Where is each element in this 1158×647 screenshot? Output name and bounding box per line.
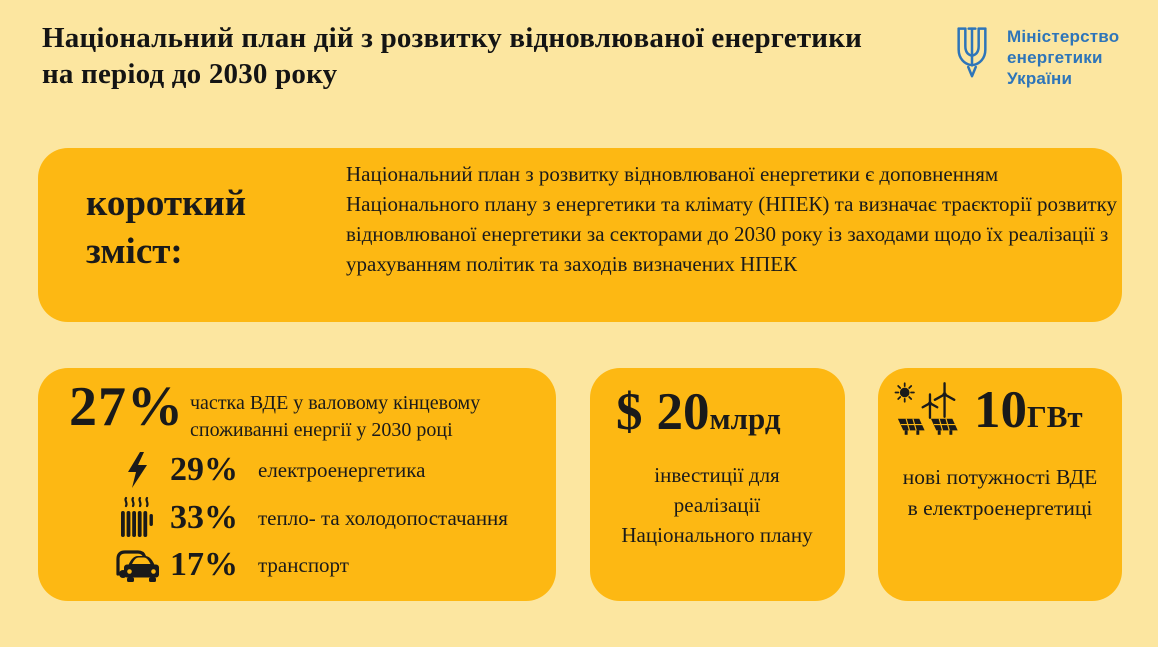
capacity-description: нові потужності ВДЕ в електроенергетиці: [902, 465, 1098, 520]
investment-unit: млрд: [709, 401, 781, 436]
ministry-logo: [952, 20, 1157, 89]
sector-label: електроенергетика: [258, 457, 426, 482]
capacity-unit: ГВт: [1027, 399, 1083, 434]
sector-value: 29%: [170, 451, 238, 488]
sector-label: транспорт: [258, 552, 349, 577]
res-share-value: 27%: [69, 376, 184, 438]
sector-row-electricity: [112, 448, 425, 492]
page-title: Національний план дій з розвитку відновлюваної енергетики на період до 2030 року: [42, 22, 863, 90]
investment-description: інвестиції для реалізації Національного плану: [621, 463, 813, 547]
ministry-name: Міністерство енергетики України: [1007, 27, 1120, 88]
dollar-sign: $: [616, 383, 643, 441]
summary-label: короткий зміст:: [86, 183, 247, 272]
res-share-description: частка ВДЕ у валовому кінцевому споживанні енергії у 2030 році: [190, 392, 481, 441]
radiator-icon: [112, 496, 162, 540]
sector-value: 33%: [170, 499, 238, 536]
investment-amount: 20: [656, 383, 710, 441]
res-share-card: [38, 368, 556, 601]
sector-value: 17%: [170, 546, 238, 583]
sector-label: тепло- та холодопостачання: [258, 505, 508, 530]
lightning-icon: [112, 451, 162, 489]
trident-icon: [952, 20, 992, 84]
capacity-value: [894, 380, 1083, 440]
investment-value: [616, 382, 781, 442]
renewables-icon: [894, 381, 964, 439]
investment-card: [590, 368, 845, 601]
sector-row-transport: [112, 543, 349, 587]
car-icon: [112, 547, 162, 583]
capacity-amount: 10: [974, 381, 1027, 439]
capacity-card: [878, 368, 1122, 601]
sector-row-heating: [112, 496, 508, 540]
summary-card: [38, 148, 1122, 322]
summary-text: Національний план з розвитку відновлюваної енергетики є доповненням Національного плану з енергетики та клімату (НПЕК) та визначає траєкторії розвитку відновлюваної енергетики за секторами до 2030 року із заходами щодо їх реалізації з урахуванням політик та заходів визначених НПЕК: [346, 162, 1118, 276]
